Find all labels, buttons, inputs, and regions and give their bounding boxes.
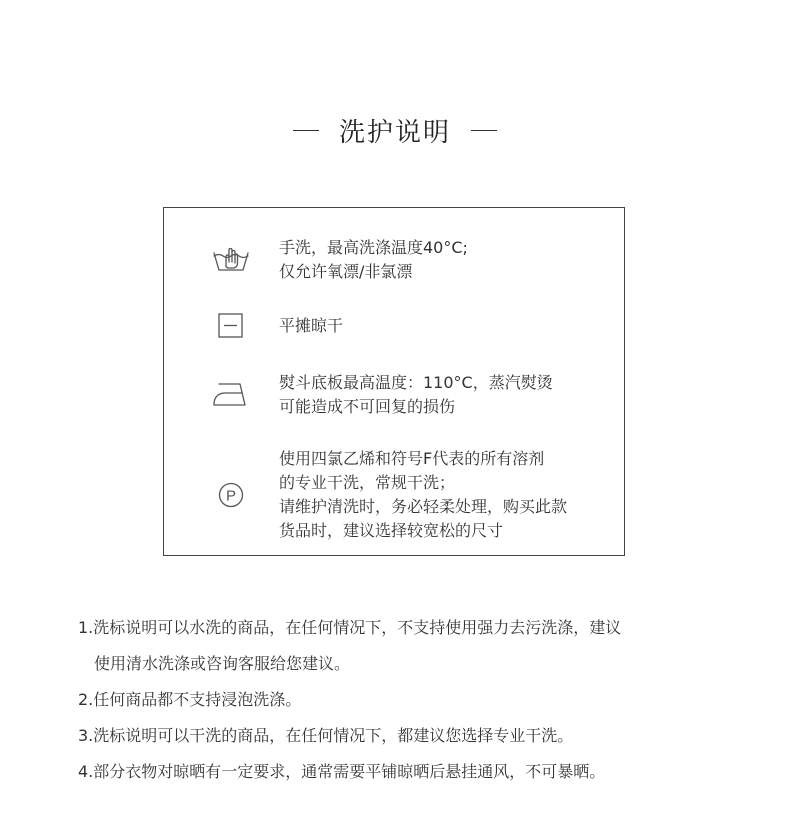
- title-right-dash: [471, 130, 497, 131]
- note-item-continuation: 使用清水洗涤或咨询客服给您建议。: [94, 654, 351, 673]
- care-line: 请维护清洗时，务必轻柔处理，购买此款: [279, 497, 568, 516]
- dry-clean-icon-letter: P: [225, 487, 237, 505]
- hand-wash-icon: [209, 244, 253, 276]
- care-line: 手洗，最高洗涤温度40°C;: [279, 238, 468, 257]
- care-text-hand-wash: [279, 236, 468, 284]
- care-text-dry-clean: [279, 447, 567, 543]
- care-line: 货品时，建议选择较宽松的尺寸: [279, 521, 504, 540]
- care-text-iron: [279, 371, 553, 419]
- care-line: 的专业干洗，常规干洗；: [279, 473, 456, 492]
- care-line: 可能造成不可回复的损伤: [279, 397, 456, 416]
- dry-flat-icon: [209, 310, 253, 342]
- note-item: 3.洗标说明可以干洗的商品，在任何情况下，都建议您选择专业干洗。: [78, 726, 574, 745]
- note-item: 4.部分衣物对晾晒有一定要求，通常需要平铺晾晒后悬挂通风，不可暴晒。: [78, 762, 606, 781]
- title-left-dash: [293, 130, 319, 131]
- care-line: 平摊晾干: [279, 316, 344, 335]
- care-line: 仅允许氧漂/非氯漂: [279, 262, 413, 281]
- professional-dry-clean-p-icon: [209, 479, 253, 511]
- page-title-group: [0, 112, 790, 149]
- iron-icon: [209, 379, 253, 411]
- page-title: 洗护说明: [338, 118, 451, 148]
- care-instructions-box: [163, 207, 625, 556]
- care-line: 熨斗底板最高温度：110°C，蒸汽熨烫: [279, 373, 553, 392]
- note-item: 2.任何商品都不支持浸泡洗涤。: [78, 690, 302, 709]
- note-item: 1.洗标说明可以水洗的商品，在任何情况下，不支持使用强力去污洗涤，建议: [78, 618, 622, 637]
- care-text-dry-flat: [279, 314, 343, 338]
- care-line: 使用四氯乙烯和符号F代表的所有溶剂: [279, 449, 545, 468]
